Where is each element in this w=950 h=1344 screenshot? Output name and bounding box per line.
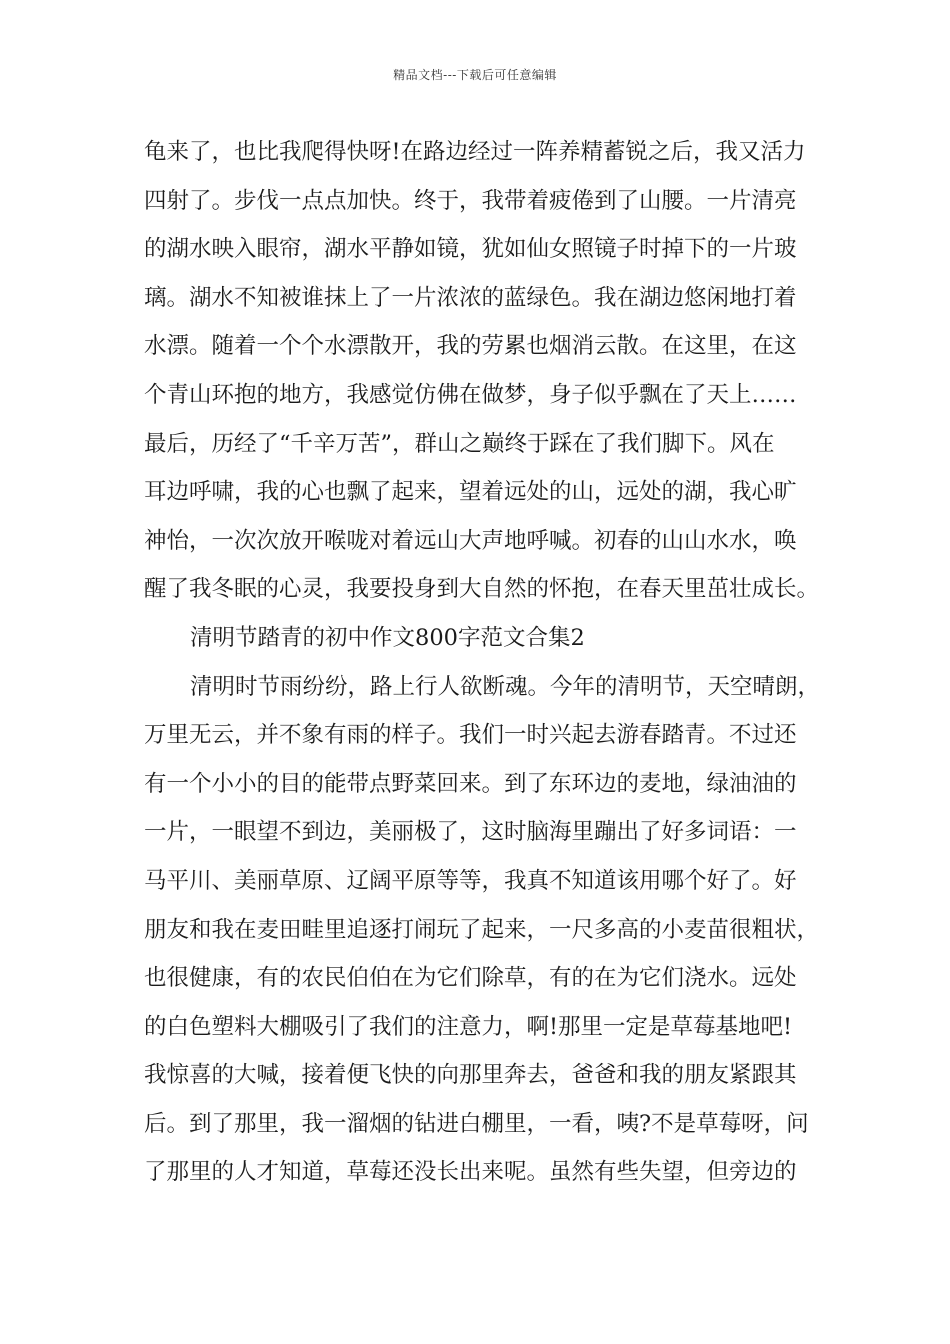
text-line: 水漂。随着一个个水漂散开，我的劳累也烟消云散。在这里，在这 xyxy=(144,333,797,360)
text-line: 有一个小小的目的能带点野菜回来。到了东环边的麦地，绿油油的 xyxy=(144,770,797,797)
text-line: 朋友和我在麦田畦里追逐打闹玩了起来，一尺多高的小麦苗很粗状， xyxy=(144,916,820,943)
page-header: 精品文档---下载后可任意编辑 xyxy=(393,68,557,82)
text-line: 神怡，一次次放开喉咙对着远山大声地呼喊。初春的山山水水，唤 xyxy=(144,527,797,554)
text-line: 一片，一眼望不到边，美丽极了，这时脑海里蹦出了好多词语：一 xyxy=(144,819,797,846)
text-line: 璃。湖水不知被谁抹上了一片浓浓的蓝绿色。我在湖边悠闲地打着 xyxy=(144,284,797,311)
text-line: 后。到了那里，我一溜烟的钻进白棚里，一看，咦?不是草莓呀，问 xyxy=(144,1110,809,1137)
text-line: 的湖水映入眼帘，湖水平静如镜，犹如仙女照镜子时掉下的一片玻 xyxy=(144,236,797,263)
text-line: 耳边呼啸，我的心也飘了起来，望着远处的山，远处的湖，我心旷 xyxy=(144,479,797,506)
text-line: 清明时节雨纷纷，路上行人欲断魂。今年的清明节，天空晴朗， xyxy=(190,673,821,700)
text-line: 四射了。步伐一点点加快。终于，我带着疲倦到了山腰。一片清亮 xyxy=(144,187,797,214)
body-text xyxy=(144,132,830,1201)
text-line: 醒了我冬眠的心灵，我要投身到大自然的怀抱，在春天里茁壮成长。 xyxy=(144,576,820,603)
text-line: 马平川、美丽草原、辽阔平原等等，我真不知道该用哪个好了。好 xyxy=(144,867,797,894)
text-line: 我惊喜的大喊，接着便飞快的向那里奔去，爸爸和我的朋友紧跟其 xyxy=(144,1062,797,1089)
text-line: 也很健康，有的农民伯伯在为它们除草，有的在为它们浇水。远处 xyxy=(144,965,797,992)
text-line: 万里无云，并不象有雨的样子。我们一时兴起去游春踏青。不过还 xyxy=(144,722,797,749)
text-line: 个青山环抱的地方，我感觉仿佛在做梦，身子似乎飘在了天上…… xyxy=(144,381,797,408)
text-line: 最后，历经了“千辛万苦”，群山之巅终于踩在了我们脚下。风在 xyxy=(144,430,775,457)
text-line: 的白色塑料大棚吸引了我们的注意力，啊!那里一定是草莓基地吧! xyxy=(144,1013,793,1040)
text-line: 清明节踏青的初中作文800字范文合集2 xyxy=(190,624,585,651)
text-line: 龟来了，也比我爬得快呀!在路边经过一阵养精蓄锐之后，我又活力 xyxy=(144,139,806,165)
text-line: 了那里的人才知道，草莓还没长出来呢。虽然有些失望，但旁边的 xyxy=(144,1159,797,1186)
